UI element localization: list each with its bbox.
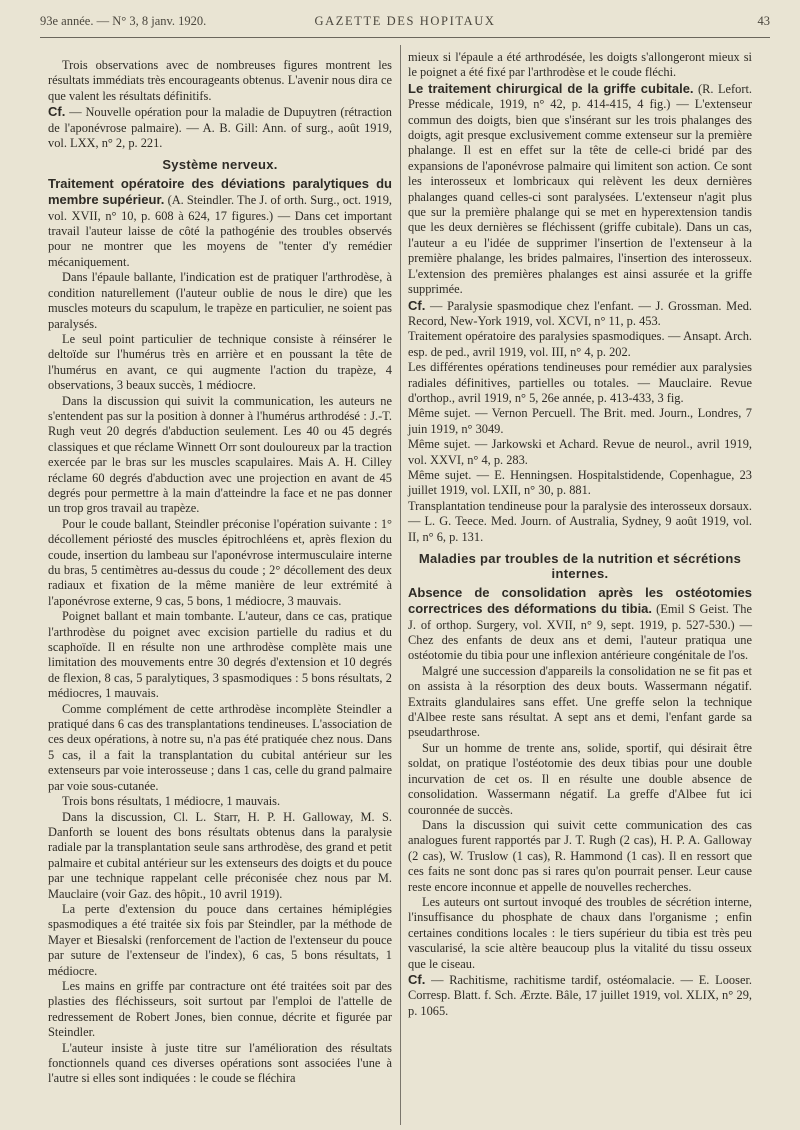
paragraph: Même sujet. — E. Henningsen. Hospitalstidende, Copenhague, 23 juillet 1919, vol. LXII, n° 30, p. 881.: [408, 467, 752, 498]
entry-text: — Paralysie spasmodique chez l'enfant. — J. Grossman. Med. Record, New-York 1919, vol. XCVI, n° 11, p. 453.: [408, 298, 752, 328]
paragraph: Transplantation tendineuse pour la paralysie des interosseux dorsaux. — L. G. Teece. Med. Journ. of Australia, Sydney, 9 août 1919, vol. II, n° 6, p. 131.: [408, 498, 752, 544]
article-entry: [48, 176, 392, 270]
cf-reference: [408, 298, 752, 330]
paragraph: mieux si l'épaule a été arthrodésée, les doigts s'allongeront mieux si le poignet a été fixé par l'arthrodèse et le coude fléchi.: [408, 50, 752, 80]
right-column: [408, 50, 752, 1019]
paragraph: Même sujet. — Jarkowski et Achard. Revue de neurol., avril 1919, vol. XXVI, n° 4, p. 283.: [408, 437, 752, 467]
journal-title: GAZETTE DES HOPITAUX: [314, 14, 496, 28]
entry-text: (Emil S Geist. The J. of orthop. Surgery, vol. XVII, n° 9, sept. 1919, p. 527-530.) — Chez des enfants de deux ans et demi, l'auteur pratiqua une ostéotomie du tibia pour une inflexion antérieure congénitale de l'os.: [408, 602, 752, 663]
left-column: [48, 58, 392, 1087]
section-heading: Système nerveux.: [162, 157, 278, 173]
paragraph: Même sujet. — Vernon Percuell. The Brit. med. Journ., Londres, 7 juin 1919, n° 3049.: [408, 406, 752, 436]
section-heading: Maladies par troubles de la nutrition et sécrétions internes.: [418, 551, 742, 582]
entry-text: — Nouvelle opération pour la maladie de Dupuytren (rétraction de l'aponévrose palmaire). — A. B. Gill: Ann. of surg., août 1919, vol. LXX, n° 2, p. 221.: [48, 105, 392, 151]
entry-text: — Rachitisme, rachitisme tardif, ostéomalacie. — E. Looser. Corresp. Blatt. f. Sch. Ærzte. Bâle, 17 juillet 1919, vol. XLIX, n° 29, p. 1065.: [408, 972, 752, 1018]
paragraph: Dans la discussion, Cl. L. Starr, H. P. H. Galloway, M. S. Danforth se louent des bons résultats obtenus dans la paralysie radiale par la transplantation seule sans arthrodèse, des grand et petit palmaire et cubital antérieur sur les extenseurs des doigts et du pouce par une technique rappelant celle préconisée chez nous par M. Mauclaire (voir Gaz. des hôpit., 10 avril 1919).: [48, 809, 392, 901]
paragraph: Traitement opératoire des paralysies spasmodiques. — Ansapt. Arch. esp. de ped., avril 1919, vol. III, n° 4, p. 202.: [408, 329, 752, 359]
cf-label: Cf.: [408, 297, 426, 313]
issue-info: 93e année. — N° 3, 8 janv. 1920.: [40, 14, 207, 28]
paragraph: L'auteur insiste à juste titre sur l'amélioration des résultats fonctionnels quand ces diverses opérations sont associées l'une à l'autre si elles sont indiquées : le coude se fléchira: [48, 1040, 392, 1086]
article-title: Le traitement chirurgical de la griffe cubitale.: [408, 80, 694, 96]
paragraph: Trois observations avec de nombreuses figures montrent les résultats immédiats très encourageants obtenus. L'avenir nous dira ce que valent les résultats définitifs.: [48, 58, 392, 103]
article-title: Traitement opératoire des déviations paralytiques du membre supérieur.: [48, 175, 392, 208]
paragraph: Pour le coude ballant, Steindler préconise l'opération suivante : 1° décollement périosté des muscles épitrochléens et, après flexion du coude, insertion du lambeau sur l'aponévrose intermusculaire interne du bras, 5 centimètres au-dessus du coude ; 2° décollement des deux radiaux et fixation de la même manière de leur extrémité à l'aponévrose externe, 9 cas, 5 bons, 1 médiocre, 3 mauvais.: [48, 516, 392, 608]
page-number: 43: [757, 14, 770, 28]
cf-label: Cf.: [408, 971, 426, 987]
entry-text: (R. Lefort. Presse médicale, 1919, n° 42, p. 414-415, 4 fig.) — L'extenseur commun des doigts, bien que s'insérant sur les trois phalanges des doigts, agit presque exclusivement comme extenseur sur la première phalange. Il est en effet sur la tête de celle-ci bridé par des expansions de l'aponévrose palmaire qui limitent son action. Ce sont les interosseux et lombricaux qui relèvent les deux dernières phalanges quand celles-ci sont paralysées. L'extenseur n'agit plus que sur la première phalange qui se met en hyperextension tandis que les deux dernières se fléchissent (griffe cubitale). Dans un cas, l'auteur a eu l'idée de supprimer l'insertion de l'extenseur à la première phalange, les brides palmaires, l'insertion des interosseux. L'extension des premières phalanges est ainsi assurée et la griffe supprimée.: [408, 81, 752, 297]
paragraph: Les différentes opérations tendineuses pour remédier aux paralysies radiales définitives, partielles ou totales. — Mauclaire. Revue d'orthop., avril 1919, n° 5, 26e année, p. 413-433, 3 fig.: [408, 360, 752, 405]
paragraph: Comme complément de cette arthrodèse incomplète Steindler a pratiqué dans 6 cas des transplantations tendineuses. L'association de ces deux opérations, à notre su, n'a pas été pratiquée chez nous. Dans 5 cas, il a fait la transplantation du cubital antérieur sur les extenseurs par voie interosseuse ; dans 1 cas, celle du grand palmaire par voie sous-cutanée.: [48, 701, 392, 793]
cf-reference: [48, 104, 392, 151]
column-divider: [400, 45, 401, 1125]
running-head: [40, 14, 770, 34]
header-rule: [40, 37, 770, 38]
paragraph: Les mains en griffe par contracture ont été traitées soit par des plasties des fléchisseurs, soit surtout par l'emploi de l'attelle de redressement de Robert Jones, bien connue, décrite et figurée par Steindler.: [48, 978, 392, 1040]
paragraph: Dans la discussion qui suivit la communication, les auteurs ne s'entendent pas sur la position à donner à l'humérus arthrodésé : J.-T. Rugh veut 20 degrés d'abduction seulement. Les 40 ou 45 degrés classiques et que réclame Winnett Orr sont douloureux par la traction exercée par le bras sur les muscles scapulaires. Mais A. H. Cilley réclame 60 degrés d'abduction avec une projection en avant de 45 degrés pour permettre à la main d'atteindre la face et ne pas donner un trop gros travail au trapèze.: [48, 393, 392, 516]
entry-text: (A. Steindler. The J. of orth. Surg., oct. 1919, vol. XVII, n° 10, p. 608 à 624, 17 figures.) — Dans cet important travail l'auteur laisse de côté la pathogénie des troubles observés pour ne montrer que les moyens de "tenter d'y remédier mécaniquement.: [48, 193, 393, 269]
paragraph: Dans l'épaule ballante, l'indication est de pratiquer l'arthrodèse, à condition naturellement (l'auteur oublie de nous le dire) que les muscles moteurs du scapulum, le trapèze en particulier, ne soient pas paralysés.: [48, 270, 392, 331]
article-entry: [408, 81, 752, 298]
cf-reference: [408, 972, 752, 1019]
paragraph: Dans la discussion qui suivit cette communication des cas analogues furent rapportés par J. T. Rugh (2 cas), H. P. A. Galloway (2 cas), W. Truslow (1 cas), R. Hammond (1 cas). Il en ressort que ces faits ne sont donc pas si rares qu'on pourrait penser. Leur cause reste encore inconnue et appelle de nouvelles recherches.: [408, 817, 752, 894]
cf-label: Cf.: [48, 104, 66, 120]
article-entry: [408, 585, 752, 664]
paragraph: Le seul point particulier de technique consiste à réinsérer le deltoïde sur l'humérus très en arrière et en poussant la tête de l'humérus en avant, ce qui augmente l'action du trapèze, 4 observations, 3 beaux succès, 1 médiocre.: [48, 331, 392, 393]
paragraph: Sur un homme de trente ans, solide, sportif, qui désirait être soldat, on pratique l'ostéotomie des deux tibias pour une double incurvation de cet os. Il en résulte une double absence de consolidation. Wassermann négatif. La greffe d'Albee fut ici couronnée de succès.: [408, 740, 752, 817]
paragraph: Les auteurs ont surtout invoqué des troubles de sécrétion interne, l'insuffisance du phosphate de chaux dans l'organisme ; enfin certaines conditions locales : le tiers supérieur du tibia est très peu vascularisé, la scie altère beaucoup plus la vitalité du tissu osseux que le ciseau.: [408, 894, 752, 971]
paragraph: Malgré une succession d'appareils la consolidation ne se fit pas et on assista à la résorption des deux bouts. Wassermann négatif. Extraits glandulaires sans effet. Une greffe selon la technique d'Albee reste sans résultat. A sept ans et demi, l'enfant garde sa pseudarthrose.: [408, 663, 752, 740]
paragraph: La perte d'extension du pouce dans certaines hémiplégies spasmodiques a été traitée six fois par Steindler, par la méthode de Mayer et Biesalski (renforcement de l'action de l'extenseur du pouce par suture de l'extenseur de l'index), 6 cas, 5 bons résultats, 1 médiocre.: [48, 901, 392, 978]
paragraph: Poignet ballant et main tombante. L'auteur, dans ce cas, pratique l'arthrodèse du poignet avec excision partielle du radius et du scaphoïde. Il en résulte non une arthrodèse complète mais une limitation des mouvements entre 30 degrés d'extension et 10 degrés de flexion, 8 cas, 5 paralytiques, 3 spasmodiques : 5 bons résultats, 2 médiocres, 1 mauvais.: [48, 609, 392, 701]
paragraph: Trois bons résultats, 1 médiocre, 1 mauvais.: [62, 794, 281, 809]
article-title: Absence de consolidation après les ostéotomies correctrices des déformations du tibia.: [408, 584, 752, 617]
